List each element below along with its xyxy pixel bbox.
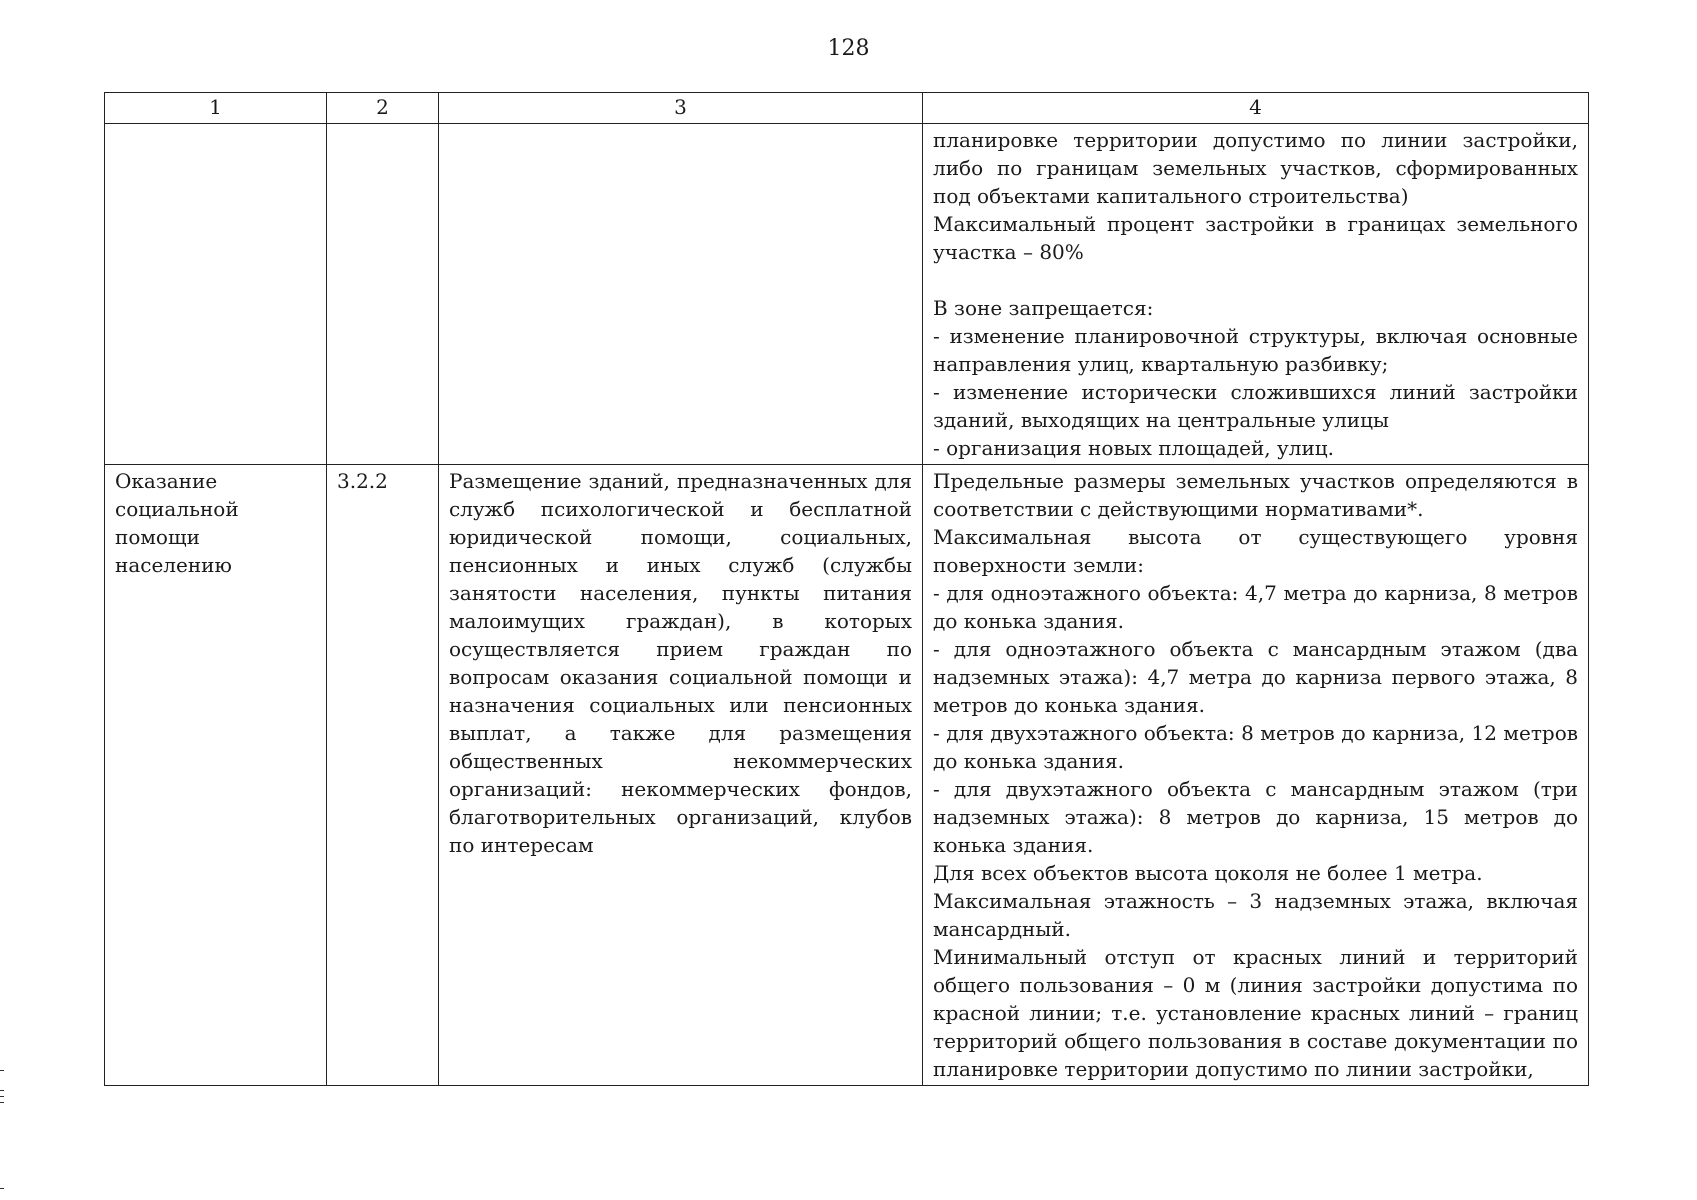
margin-tick — [0, 1090, 4, 1091]
paragraph: В зоне запрещается: — [933, 296, 1154, 320]
paragraph: Предельные размеры земельных участков определяются в соответствии с действующими нормативами*. — [933, 469, 1578, 521]
header-row — [105, 93, 1589, 124]
spacer — [933, 266, 1578, 294]
land-use-table — [104, 92, 1589, 1086]
header-col-3: 3 — [439, 93, 923, 124]
paragraph: - организация новых площадей, улиц. — [933, 436, 1335, 460]
paragraph: Минимальный отступ от красных линий и территорий общего пользования – 0 м (линия застройки допустима по красной линии; т.е. установление красных линий – границ территорий общего пользования в составе документации по планировке территории допустимо по линии застройки, — [933, 945, 1578, 1081]
cell-col-1 — [105, 465, 327, 1086]
page-number: 128 — [827, 36, 870, 61]
use-description: Размещение зданий, предназначенных для служб психологической и бесплатной юридической помощи, социальных, пенсионных и иных служб (службы занятости населения, пункты питания малоимущих граждан), в которых осуществляется прием граждан по вопросам оказания социальной помощи и назначения социальных или пенсионных выплат, а также для размещения общественных некоммерческих организаций: некоммерческих фондов, благотворительных организаций, клубов по интересам — [449, 469, 912, 857]
margin-tick — [0, 1102, 4, 1103]
paragraph: Максимальная высота от существующего уровня поверхности земли: — [933, 525, 1578, 577]
cell-col-1 — [105, 124, 327, 465]
paragraph: планировке территории допустимо по линии застройки, либо по границам земельных участков, сформированных под объектами капитального строительства) — [933, 128, 1578, 208]
use-name: Оказание социальной помощи населению — [115, 469, 239, 577]
paragraph: - для двухэтажного объекта с мансардным этажом (три надземных этажа): 8 метров до карниза, 15 метров до конька здания. — [933, 777, 1578, 857]
cell-col-4 — [923, 465, 1589, 1086]
cell-col-3 — [439, 124, 923, 465]
margin-tick — [0, 1188, 4, 1189]
cell-col-4 — [923, 124, 1589, 465]
table-row-social-assistance — [105, 465, 1589, 1086]
header-col-4: 4 — [923, 93, 1589, 124]
paragraph: Для всех объектов высота цоколя не более 1 метра. — [933, 861, 1483, 885]
paragraph: - для одноэтажного объекта с мансардным этажом (два надземных этажа): 4,7 метра до карниза первого этажа, 8 метров до конька здания. — [933, 637, 1578, 717]
paragraph: Максимальная этажность – 3 надземных этажа, включая мансардный. — [933, 889, 1578, 941]
cell-col-2 — [327, 124, 439, 465]
header-col-2: 2 — [327, 93, 439, 124]
paragraph: - изменение исторически сложившихся линий застройки зданий, выходящих на центральные улицы — [933, 380, 1578, 432]
cell-col-3 — [439, 465, 923, 1086]
margin-tick — [0, 1096, 4, 1097]
paragraph: - для одноэтажного объекта: 4,7 метра до карниза, 8 метров до конька здания. — [933, 581, 1578, 633]
paragraph: - изменение планировочной структуры, включая основные направления улиц, квартальную разбивку; — [933, 324, 1578, 376]
table-row-continuation — [105, 124, 1589, 465]
cell-col-2 — [327, 465, 439, 1086]
header-col-1: 1 — [105, 93, 327, 124]
paragraph: - для двухэтажного объекта: 8 метров до карниза, 12 метров до конька здания. — [933, 721, 1578, 773]
paragraph: Максимальный процент застройки в границах земельного участка – 80% — [933, 212, 1578, 264]
margin-tick — [0, 1070, 4, 1071]
use-code: 3.2.2 — [337, 469, 388, 493]
